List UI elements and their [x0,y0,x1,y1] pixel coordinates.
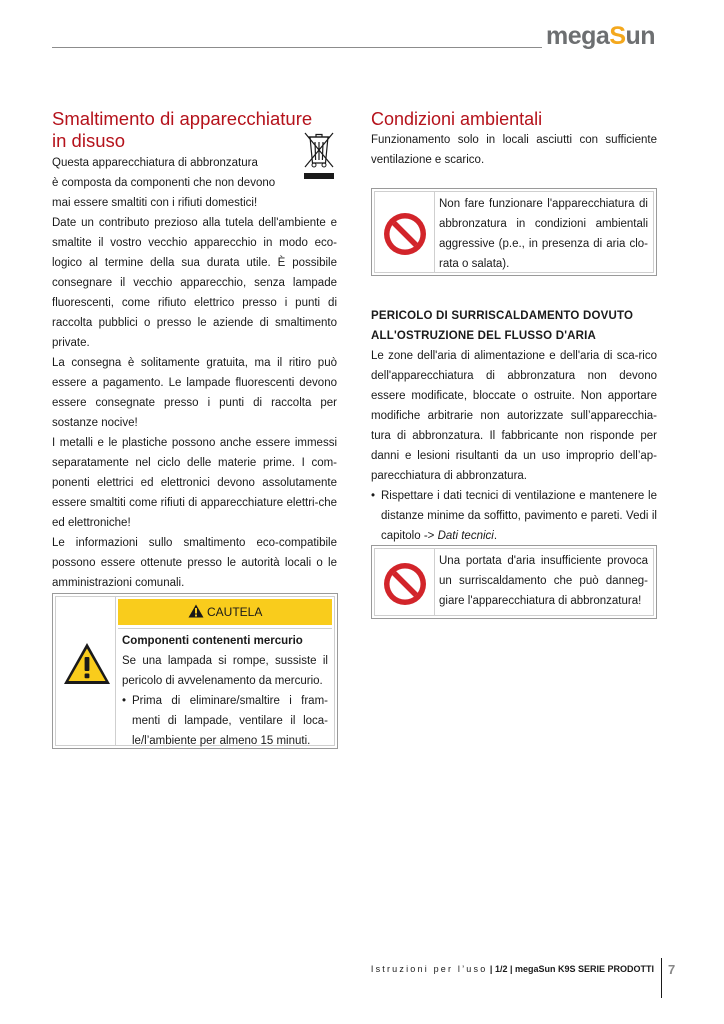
caution-text: Se una lampada si rompe, sussiste il pericolo di avvelenamento da mercurio. [122,655,328,687]
environment-section [371,108,657,170]
ventilation-bullet [371,486,657,546]
danger-title [371,306,657,346]
environment-title: Condizioni ambientali [371,109,543,129]
disposal-paragraph: Date un contributo prezioso alla tutela dell'ambiente e smaltite il vostro vecchio apparecchio in modo eco-logico al termine della sua durata utile. È possibile consegnare il vecchio apparecchio, senza lampade fluorescenti, come rifiuto elettrico presso i punti di raccolta pubblici o presso le aziende di smaltimento private. [52,217,337,349]
caution-icon-cell [56,597,116,745]
prohibit-icon-cell [375,192,435,272]
brand-logo [546,22,655,50]
intro-line: mai essere smaltiti con i rifiuti domestici! [52,197,258,209]
disposal-section [52,108,337,593]
page-footer [340,964,654,974]
danger-title-line1: PERICOLO DI SURRISCALDAMENTO DOVUTO [371,310,634,322]
caution-content [122,631,328,751]
disposal-paragraph: I metalli e le plastiche possono anche essere immessi separatamente nel ciclo delle materie prime. I com-ponenti elettrici ed elettronici devono assolutamente essere smaltiti come rifiuti di apparecchiature elettri-che ed elettroniche! [52,437,337,529]
caution-box [52,593,338,749]
ventilation-bullet-text: Rispettare i dati tecnici di ventilazione e mantenere le distanze minime da soffitto, pavimento e pareti. Vedi il capitolo -> [381,490,657,542]
notice-box-aggressive [371,188,657,276]
weee-bin-icon [301,129,337,183]
prohibition-icon [382,561,428,607]
header-rule [52,47,542,48]
caution-bullet: • Prima di eliminare/smaltire i fram-menti di lampade, ventilare il loca-le/l’ambiente per almeno 15 minuti. [122,691,328,751]
prohibit-icon-cell [375,549,435,615]
overheat-section [371,306,657,546]
warning-small-icon [188,604,204,618]
caution-header [118,599,332,625]
notice-text: Una portata d'aria insufficiente provoca un surriscaldamento che può danneg-giare l'apparecchiatura di abbronzatura! [439,555,648,607]
intro-line: Questa apparecchiatura di abbronzatura [52,157,258,169]
footer-doc: Istruzioni per l’uso [370,964,488,974]
caution-title: Componenti contenenti mercurio [122,635,303,647]
disposal-title-line2: in disuso [52,130,126,151]
disposal-paragraph: Le informazioni sullo smaltimento eco-compatibile possono essere ottenute presso le autorità locali o le amministrazioni comunali. [52,537,337,589]
disposal-title [52,108,337,152]
notice-text: Non fare funzionare l'apparecchiatura di abbronzatura in condizioni ambientali aggressive (p.e., in presenza di aria clo-rata o salata). [439,198,648,270]
caution-label: CAUTELA [206,605,263,619]
notice-box-airflow [371,545,657,619]
intro-line: è composta da componenti che non devono [52,177,276,189]
page-number: 7 [668,962,676,977]
environment-intro: Funzionamento solo in locali asciutti con sufficiente ventilazione e scarico. [371,134,657,166]
logo-s: S [609,22,626,50]
warning-triangle-icon [62,641,112,687]
logo-suffix: un [625,22,656,50]
disposal-intro [52,153,337,593]
footer-rule [661,958,662,998]
logo-prefix: mega [546,22,610,50]
disposal-paragraph: La consegna è solitamente gratuita, ma il ritiro può essere a pagamento. Le lampade fluorescenti devono essere consegnate presso i punti di raccolta per sostanze nocive! [52,357,337,429]
danger-title-line2: ALL'OSTRUZIONE DEL FLUSSO D'ARIA [371,330,597,342]
technical-data-link[interactable]: Dati tecnici [437,530,494,542]
footer-meta: | 1/2 | megaSun K9S SERIE PRODOTTI [487,964,654,974]
bullet-end: . [493,530,498,542]
prohibition-icon [382,211,428,257]
disposal-title-line1: Smaltimento di apparecchiature [52,108,313,129]
danger-text: Le zone dell'aria di alimentazione e dell'aria di sca-rico dell'apparecchiatura di abbronzatura non devono essere modificate, bloccate o ostruite. Non apportare modifiche arbitrarie non autorizzate sull’apparecchia-tura di abbronzatura. Il fabbricante non risponde per danni e lesioni risultanti da un uso improprio dell’ap-parecchiatura di abbronzatura. [371,350,657,482]
